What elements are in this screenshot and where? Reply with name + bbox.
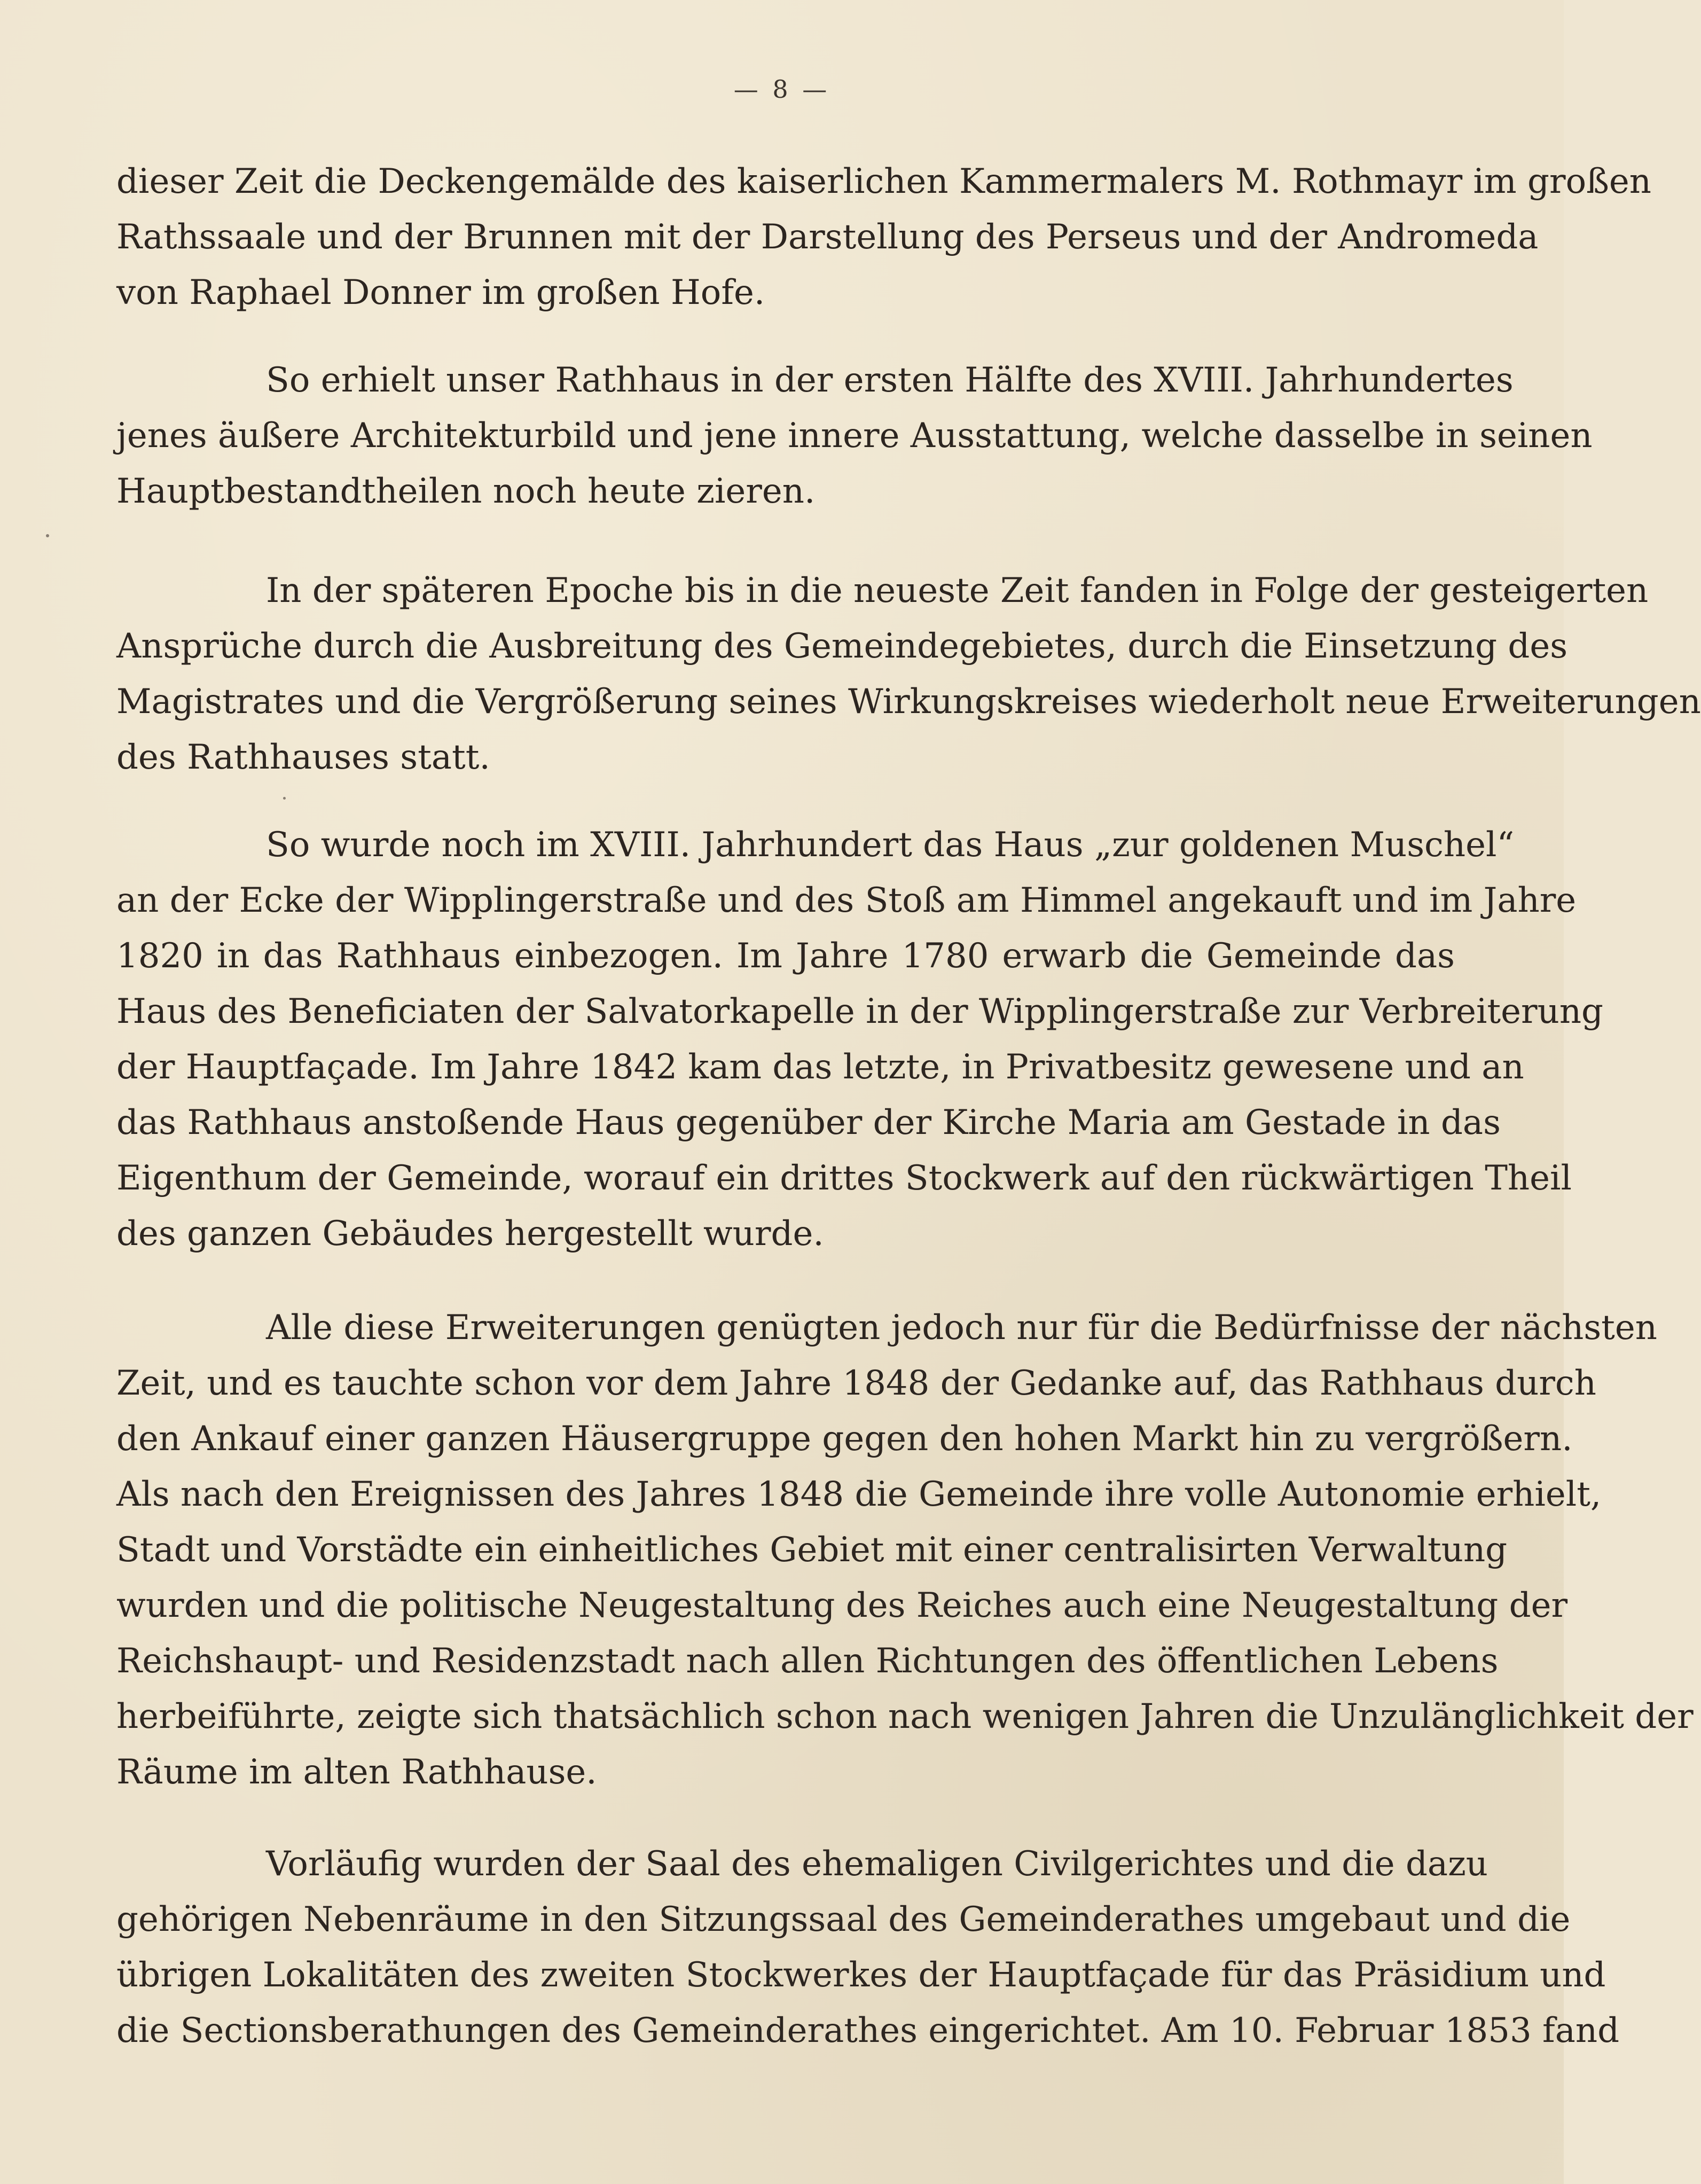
text-line: gehörigen Nebenräume in den Sitzungssaal des Gemeinderathes umgebaut und die bbox=[116, 1900, 1571, 1939]
text-line: Zeit, und es tauchte schon vor dem Jahre 1848 der Gedanke auf, das Rathhaus durch bbox=[116, 1364, 1596, 1403]
text-line: dieser Zeit die Deckengemälde des kaiserlichen Kammermalers M. Rothmayr im großen bbox=[116, 162, 1651, 201]
text-line: Räume im alten Rathhause. bbox=[116, 1752, 597, 1792]
text-line: herbeiführte, zeigte sich thatsächlich schon nach wenigen Jahren die Unzulänglichkeit der bbox=[116, 1697, 1694, 1736]
text-line: Alle diese Erweiterungen genügten jedoch nur für die Bedürfnisse der nächsten bbox=[266, 1308, 1657, 1348]
text-line: Als nach den Ereignissen des Jahres 1848 die Gemeinde ihre volle Autonomie erhielt, bbox=[116, 1475, 1602, 1514]
page-number: — 8 — bbox=[733, 75, 830, 104]
text-line: Haus des Beneficiaten der Salvatorkapelle in der Wipplingerstraße zur Verbreiterung bbox=[116, 992, 1603, 1031]
paragraph-4 bbox=[116, 817, 1603, 1262]
paragraph-3 bbox=[116, 563, 1701, 785]
text-line: des Rathhauses statt. bbox=[116, 738, 490, 777]
paper-speck bbox=[283, 797, 286, 800]
text-line: Ansprüche durch die Ausbreitung des Gemeindegebietes, durch die Einsetzung des bbox=[116, 627, 1568, 666]
text-line: übrigen Lokalitäten des zweiten Stockwerkes der Hauptfaçade für das Präsidium und bbox=[116, 1955, 1606, 1995]
text-line: Vorläufig wurden der Saal des ehemaligen Civilgerichtes und die dazu bbox=[266, 1844, 1488, 1884]
text-line: In der späteren Epoche bis in die neueste Zeit fanden in Folge der gesteigerten bbox=[266, 571, 1649, 610]
text-line: jenes äußere Architekturbild und jene innere Ausstattung, welche dasselbe in seinen bbox=[116, 416, 1593, 456]
text-line: an der Ecke der Wipplingerstraße und des Stoß am Himmel angekauft und im Jahre bbox=[116, 881, 1577, 920]
text-line: das Rathhaus anstoßende Haus gegenüber der Kirche Maria am Gestade in das bbox=[116, 1103, 1501, 1142]
text-line: von Raphael Donner im großen Hofe. bbox=[116, 273, 765, 312]
paragraph-1 bbox=[116, 154, 1651, 320]
paragraph-6 bbox=[116, 1836, 1620, 2058]
text-line: Hauptbestandtheilen noch heute zieren. bbox=[116, 472, 816, 511]
text-line: So wurde noch im XVIII. Jahrhundert das Haus „zur goldenen Muschel“ bbox=[266, 825, 1515, 865]
text-line: Eigenthum der Gemeinde, worauf ein drittes Stockwerk auf den rückwärtigen Theil bbox=[116, 1158, 1572, 1198]
text-line: wurden und die politische Neugestaltung des Reiches auch eine Neugestaltung der bbox=[116, 1586, 1568, 1625]
text-line: der Hauptfaçade. Im Jahre 1842 kam das letzte, in Privatbesitz gewesene und an bbox=[116, 1047, 1524, 1087]
paper-speck bbox=[46, 534, 49, 537]
text-line: des ganzen Gebäudes hergestellt wurde. bbox=[116, 1214, 824, 1254]
text-line: den Ankauf einer ganzen Häusergruppe gegen den hohen Markt hin zu vergrößern. bbox=[116, 1419, 1573, 1459]
text-line: Reichshaupt- und Residenzstadt nach allen Richtungen des öffentlichen Lebens bbox=[116, 1641, 1499, 1681]
text-line: 1820 in das Rathhaus einbezogen. Im Jahre 1780 erwarb die Gemeinde das bbox=[116, 936, 1455, 976]
text-line: die Sectionsberathungen des Gemeinderathes eingerichtet. Am 10. Februar 1853 fand bbox=[116, 2011, 1620, 2050]
paragraph-5 bbox=[116, 1300, 1694, 1800]
text-line: Magistrates und die Vergrößerung seines Wirkungskreises wiederholt neue Erweiterungen bbox=[116, 682, 1701, 722]
text-line: So erhielt unser Rathhaus in der ersten Hälfte des XVIII. Jahrhundertes bbox=[266, 361, 1514, 400]
text-line: Stadt und Vorstädte ein einheitliches Gebiet mit einer centralisirten Verwaltung bbox=[116, 1530, 1508, 1570]
paragraph-2 bbox=[116, 353, 1593, 519]
text-line: Rathssaale und der Brunnen mit der Darstellung des Perseus und der Andromeda bbox=[116, 217, 1539, 257]
